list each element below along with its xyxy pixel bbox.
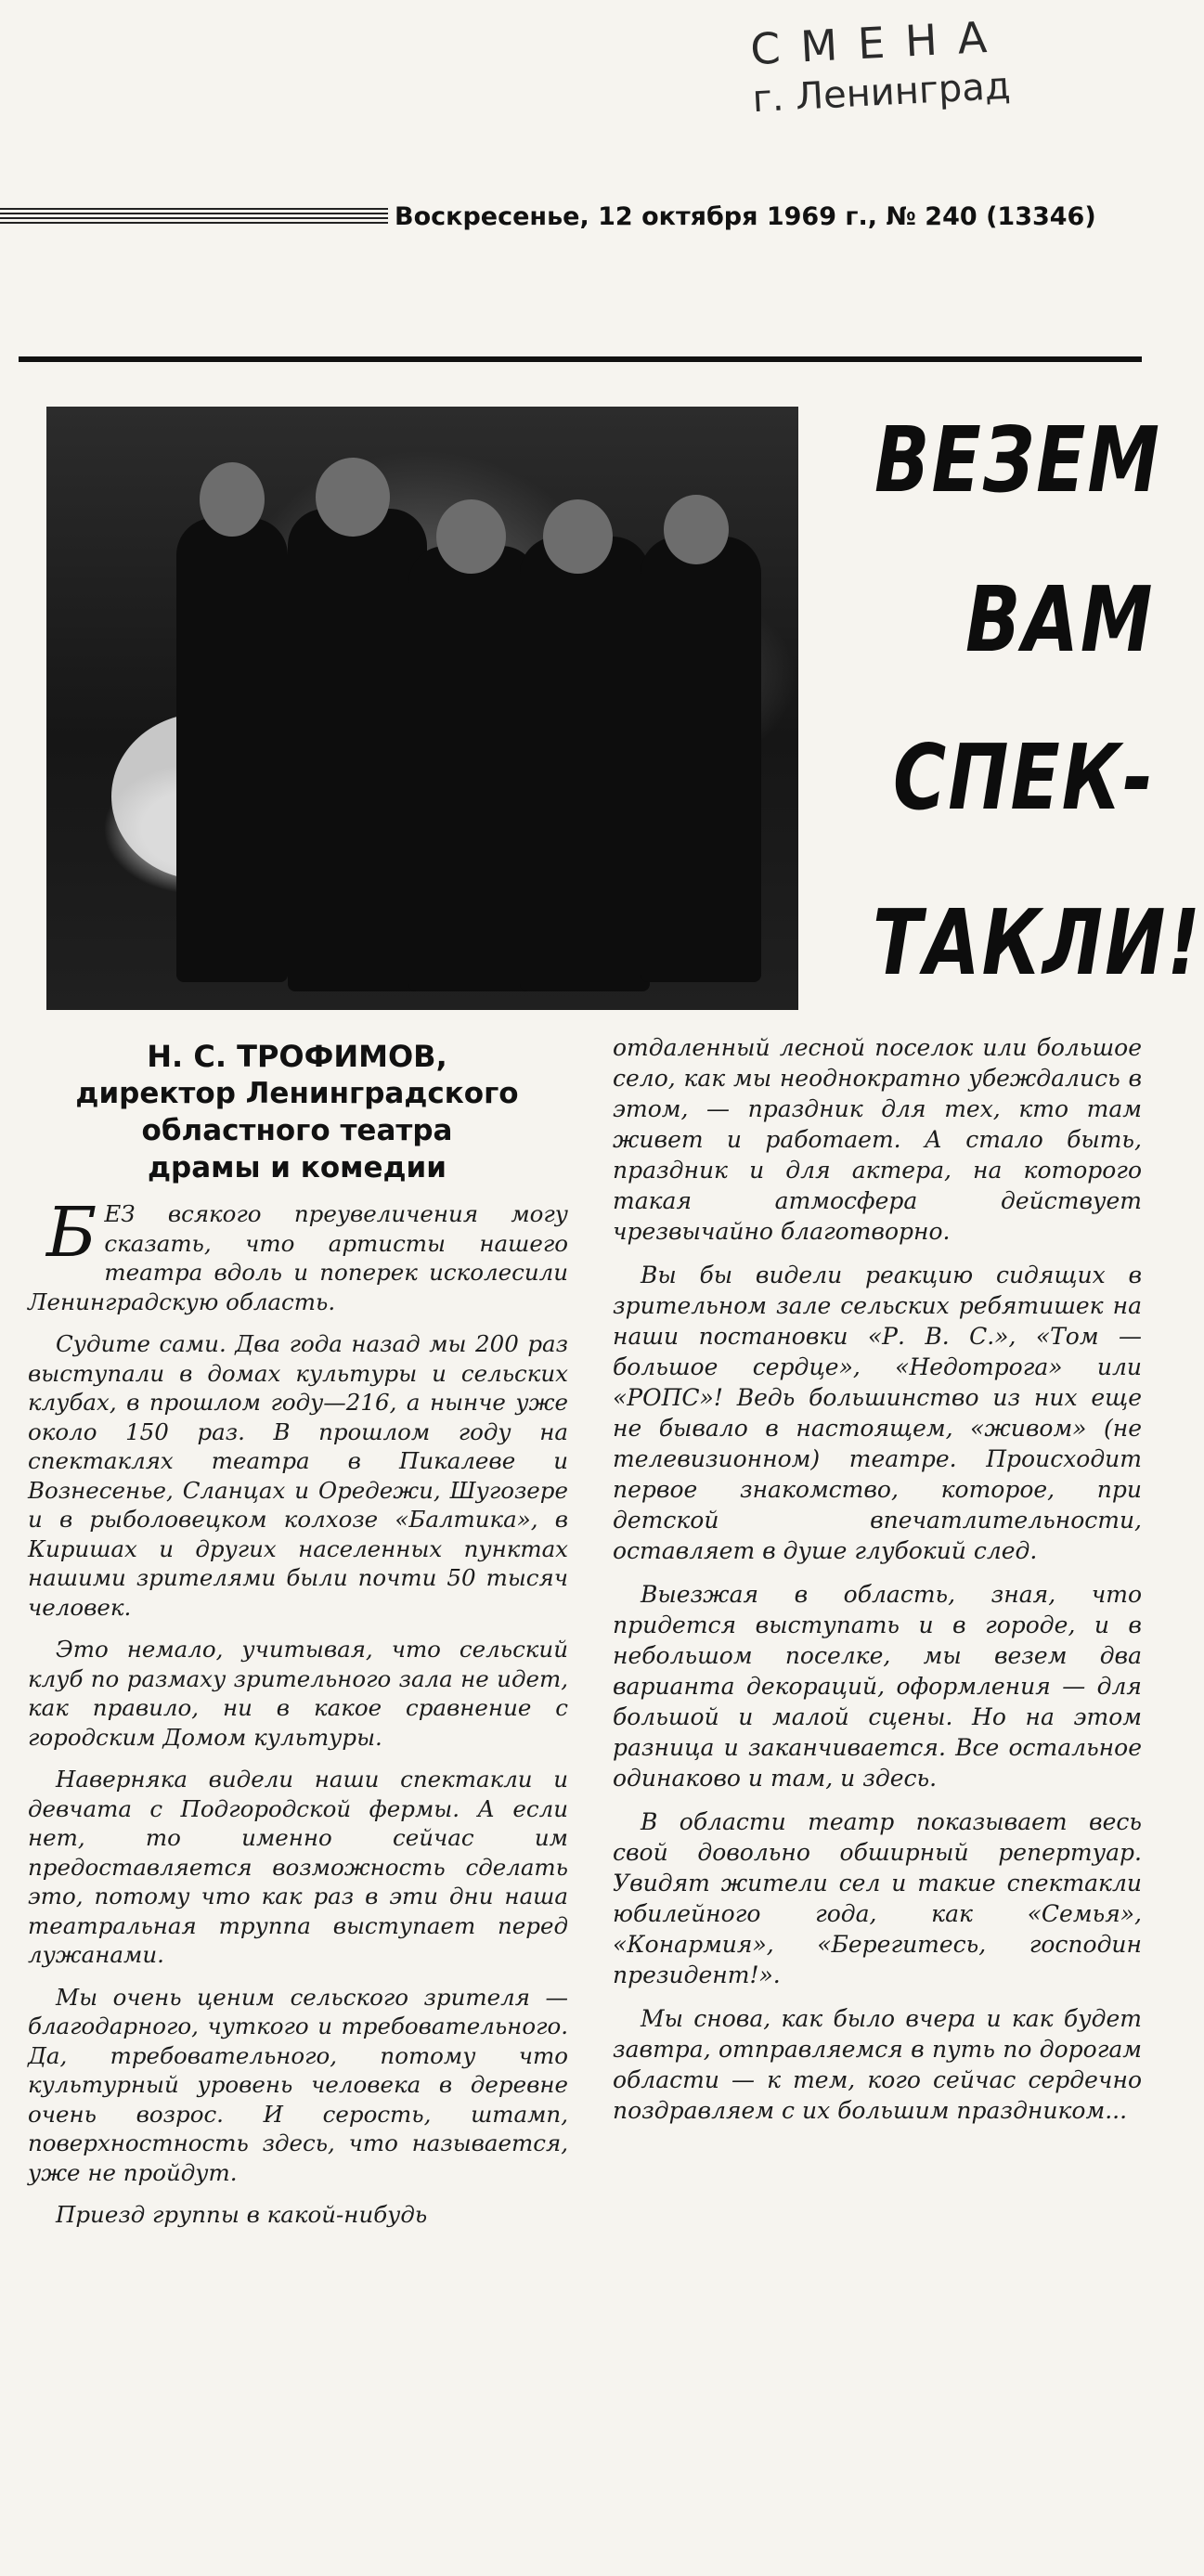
library-stamp bbox=[701, 7, 1058, 126]
headline-line-3: СПЕК- bbox=[893, 726, 1155, 831]
article-paragraph: В области театр показывает весь свой довольно обширный репертуар. Увидят жители сел и такие спектакли юбилейного года, как «Семья», «Конармия», «Берегитесь, господин президент!». bbox=[613, 1808, 1142, 1988]
article-paragraph: Мы снова, как было вчера и как будет завтра, отправляемся в путь по дорогам области — к тем, кого сейчас сердечно поздравляем с их большим праздником... bbox=[613, 2005, 1142, 2124]
author-role-line-1: директор Ленинградского bbox=[75, 1077, 519, 1110]
author-byline bbox=[37, 1038, 557, 1186]
article-paragraph: Мы очень ценим сельского зрителя — благодарного, чуткого и требовательного. Да, требовательного, потому что культурный уровень человека в деревне очень возрос. И серость, штамп, поверхностность здесь, что называется, уже не пройдут. bbox=[28, 1983, 568, 2186]
article-column-right bbox=[613, 1032, 1142, 2139]
stamp-newspaper-name: СМЕНА bbox=[748, 10, 1009, 75]
headline-line-2: ВАМ bbox=[965, 568, 1155, 673]
issue-dateline: Воскресенье, 12 октября 1969 г., № 240 (13346) bbox=[395, 202, 1096, 231]
article-column-left bbox=[28, 1193, 568, 2243]
author-role-line-3: драмы и комедии bbox=[147, 1151, 447, 1184]
article-paragraph: Приезд группы в какой-нибудь bbox=[56, 2201, 428, 2228]
article-headline bbox=[817, 408, 1202, 1021]
dateline-hatch-rule bbox=[0, 208, 388, 225]
article-paragraph: Вы бы видели реакцию сидящих в зрительном зале сельских ребятишек на наши постановки «Р. В. С.», «Том — большое сердце», «Недотрога» или «РОПС»! Ведь большинство из них еще не бывало в настоящем, «живом» (не телевизионном) театре. Происходит первое знакомство, которое, при детской впечатлительности, оставляет в душе глубокий след. bbox=[613, 1262, 1142, 1564]
headline-line-1: ВЕЗЕМ bbox=[874, 408, 1162, 513]
section-rule bbox=[19, 356, 1142, 362]
actors-photo bbox=[46, 407, 798, 1010]
article-paragraph: Судите сами. Два года назад мы 200 раз выступали в домах культуры и сельских клубах, в прошлом году—216, а нынче уже около 150 раз. В прошлом году на спектаклях театра в Пикалеве и Вознесенье, Сланцах и Оредежи, Шугозере и в рыболовецком колхозе «Балтика», в Киришах и других населенных пунктах нашими зрителями были почти 50 тысяч человек. bbox=[28, 1330, 568, 1621]
author-role-line-2: областного театра bbox=[141, 1114, 453, 1147]
article-paragraph: БЕЗ всякого преувеличения могу сказать, что артисты нашего театра вдоль и поперек исколесили Ленинградскую область. bbox=[28, 1193, 568, 1315]
article-paragraph: Наверняка видели наши спектакли и девчата с Подгородской фермы. А если нет, то именно сейчас им предоставляется возможность сделать это, потому что как раз в эти дни наша театральная труппа выступает перед лужанами. bbox=[28, 1766, 568, 1968]
author-name: Н. С. ТРОФИМОВ, bbox=[147, 1039, 447, 1074]
headline-line-4: ТАКЛИ! bbox=[873, 891, 1202, 996]
article-paragraph: Это немало, учитывая, что сельский клуб по размаху зрительного зала не идет, как правило, ни в какое сравнение с городским Домом культуры. bbox=[28, 1636, 568, 1751]
article-paragraph: отдаленный лесной поселок или большое село, как мы неоднократно убеждались в этом, — праздник для тех, кто там живет и работает. А стало быть, праздник и для актера, на которого такая атмосфера действует чрезвычайно благотворно. bbox=[613, 1034, 1142, 1245]
stamp-city: г. Ленинград bbox=[751, 64, 1012, 122]
dateline-row bbox=[0, 199, 1184, 236]
drop-cap: Б bbox=[46, 1193, 97, 1273]
article-paragraph: Выезжая в область, зная, что придется выступать и в городе, и в небольшом поселке, мы везем два варианта декораций, оформления — для большой и малой сцены. Но на этом разница и заканчивается. Все остальное одинаково и там, и здесь. bbox=[613, 1581, 1142, 1792]
